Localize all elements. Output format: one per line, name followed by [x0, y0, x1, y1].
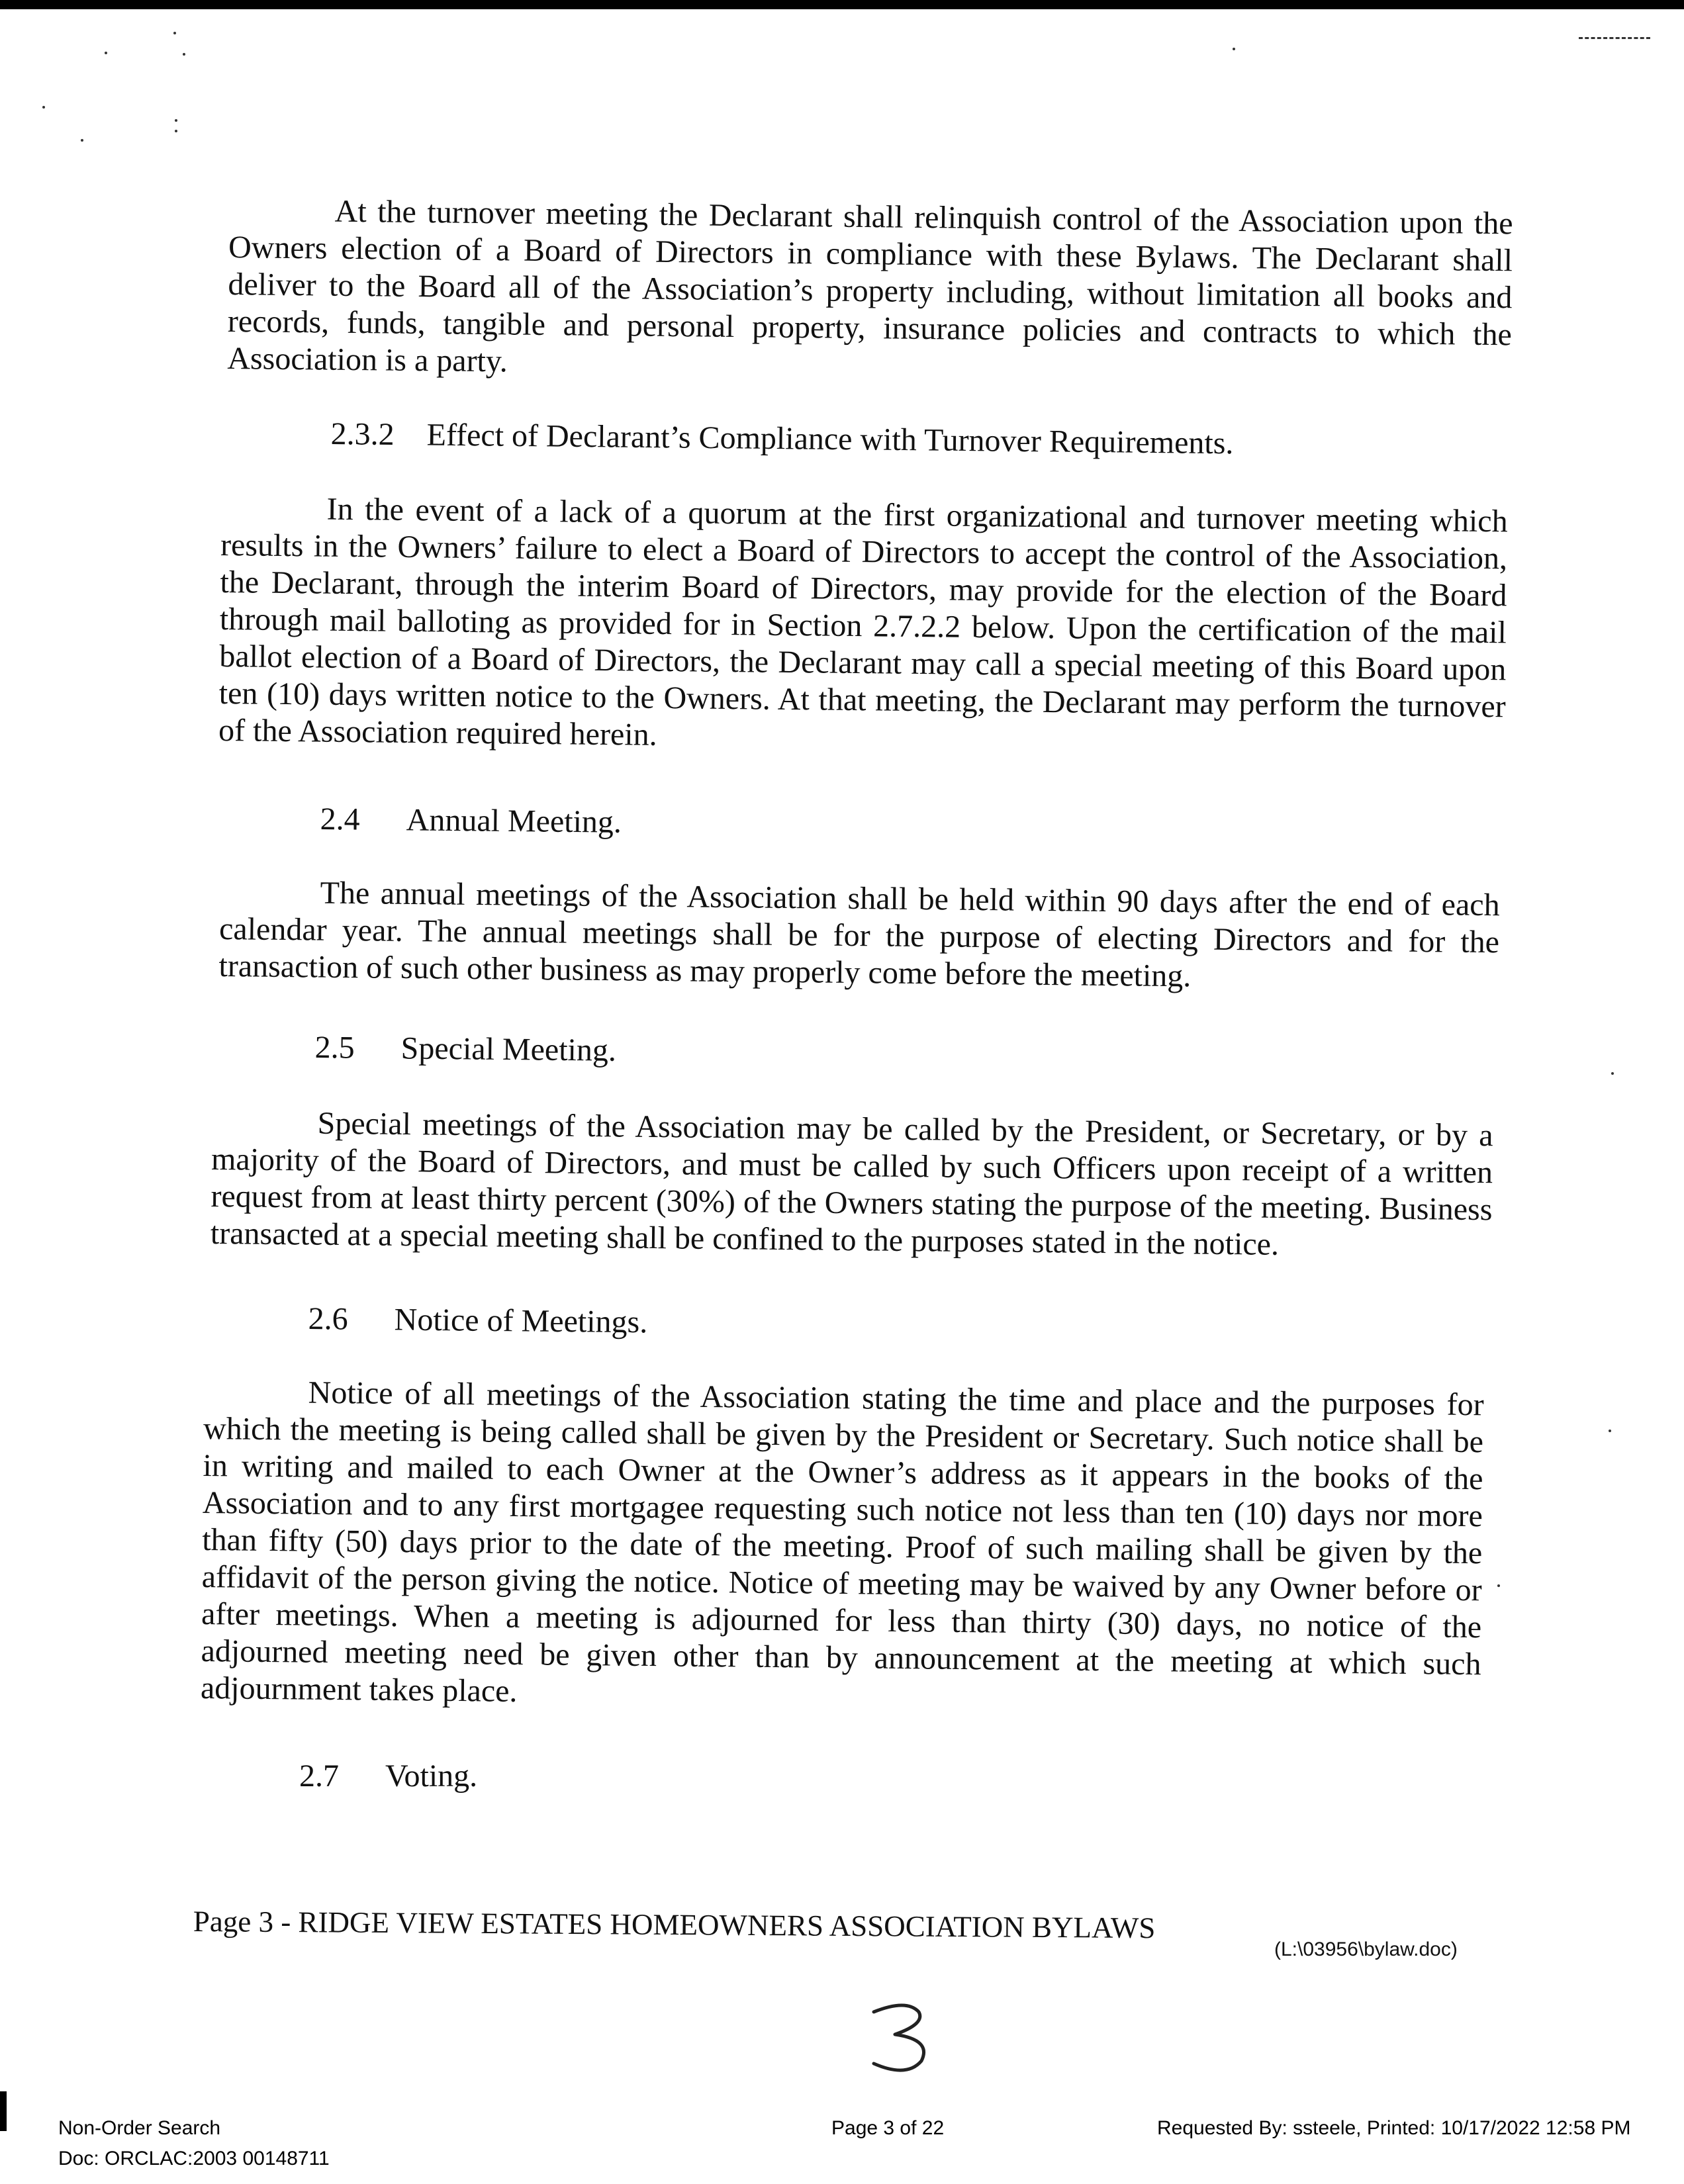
section-title: Voting.: [385, 1758, 478, 1794]
section-heading-2-6: [308, 1300, 647, 1341]
paragraph-2-6: Notice of all meetings of the Association stating the time and place and the purposes for which the meeting is being called shall be given by the President or Secretary. Such notice shall be in writing and mailed to each Owner at the Owner’s address as it appears in the books of the Association and to any first mortgagee requesting such notice not less than ten (10) days nor more than fifty (50) days prior to the date of the meeting. Proof of such mailing shall be given by the affidavit of the person giving the notice. Notice of meeting may be waived by any Owner before or after meetings. When a meeting is adjourned for less than thirty (30) days, no notice of the adjourned meeting need be given other than by announcement at the meeting at which such adjournment takes place.: [200, 1375, 1484, 1709]
section-heading-2-5: [314, 1029, 616, 1069]
section-heading-2-3-2: [330, 416, 1233, 462]
section-number: 2.3.2: [330, 416, 395, 453]
scan-corner-mark: [1579, 37, 1650, 39]
scan-speck: [1233, 48, 1235, 50]
scan-speck: [175, 130, 177, 132]
scan-speck: [183, 53, 185, 56]
section-title: Effect of Declarant’s Compliance with Turnover Requirements.: [426, 417, 1234, 461]
scan-speck: [173, 32, 176, 34]
requested-by-label: Requested By: ssteele, Printed: 10/17/2022 12:58 PM: [1157, 2117, 1631, 2139]
section-heading-2-4: [320, 801, 622, 841]
document-file-path: (L:\03956\bylaw.doc): [1274, 1938, 1458, 1960]
section-number: 2.4: [320, 801, 360, 837]
section-number: 2.6: [308, 1301, 348, 1337]
paragraph-2-5: Special meetings of the Association may be called by the President, or Secretary, or by a majority of the Board of Directors, and must be called by such Officers upon receipt of a written request from at least thirty percent (30%) of the Owners stating the purpose of the meeting. Business transacted at a special meeting shall be confined to the purposes stated in the notice.: [210, 1105, 1493, 1262]
paragraph-2-3-2: In the event of a lack of a quorum at the first organizational and turnover meeting which results in the Owners’ failure to elect a Board of Directors to accept the control of the Association, the Declarant, through the interim Board of Directors, may provide for the election of the Board through mail balloting as provided for in Section 2.7.2.2 below. Upon the certification of the mail ballot election of a Board of Directors, the Declarant may call a special meeting of this Board upon ten (10) days written notice to the Owners. At that meeting, the Declarant may perform the turnover of the Association required herein.: [218, 491, 1508, 752]
scan-speck: [1611, 1072, 1614, 1075]
document-footer-title: Page 3 - RIDGE VIEW ESTATES HOMEOWNERS ASSOCIATION BYLAWS: [193, 1905, 1156, 1945]
section-number: 2.5: [314, 1030, 355, 1066]
paragraph-2-4: The annual meetings of the Association shall be held within 90 days after the end of each calendar year. The annual meetings shall be for the purpose of electing Directors and for the transaction of such other business as may properly come before the meeting.: [218, 875, 1500, 994]
section-title: Special Meeting.: [400, 1030, 617, 1068]
scan-top-edge: [0, 0, 1684, 9]
scan-speck: [1609, 1430, 1611, 1432]
search-type-label: Non-Order Search: [58, 2117, 221, 2139]
scan-speck: [1497, 1584, 1500, 1587]
section-title: Notice of Meetings.: [394, 1302, 648, 1340]
paragraph-turnover: At the turnover meeting the Declarant shall relinquish control of the Association upon the Owners election of a Board of Directors in compliance with these Bylaws. The Declarant shall deliver to the Board all of the Association’s property including, without limitation all books and records, funds, tangible and personal property, insurance policies and contracts to which the Association is a party.: [227, 193, 1513, 379]
page-indicator: Page 3 of 22: [831, 2117, 945, 2139]
section-number: 2.7: [299, 1758, 339, 1794]
doc-id-label: Doc: ORCLAC:2003 00148711: [58, 2148, 330, 2169]
scan-speck: [105, 52, 107, 54]
section-title: Annual Meeting.: [406, 802, 622, 840]
scan-left-edge-mark: [0, 2091, 7, 2131]
scan-speck: [42, 106, 45, 109]
section-heading-2-7: [299, 1758, 477, 1795]
handwritten-page-number: [861, 1997, 940, 2077]
scan-speck: [81, 139, 83, 142]
scan-speck: [175, 119, 177, 122]
